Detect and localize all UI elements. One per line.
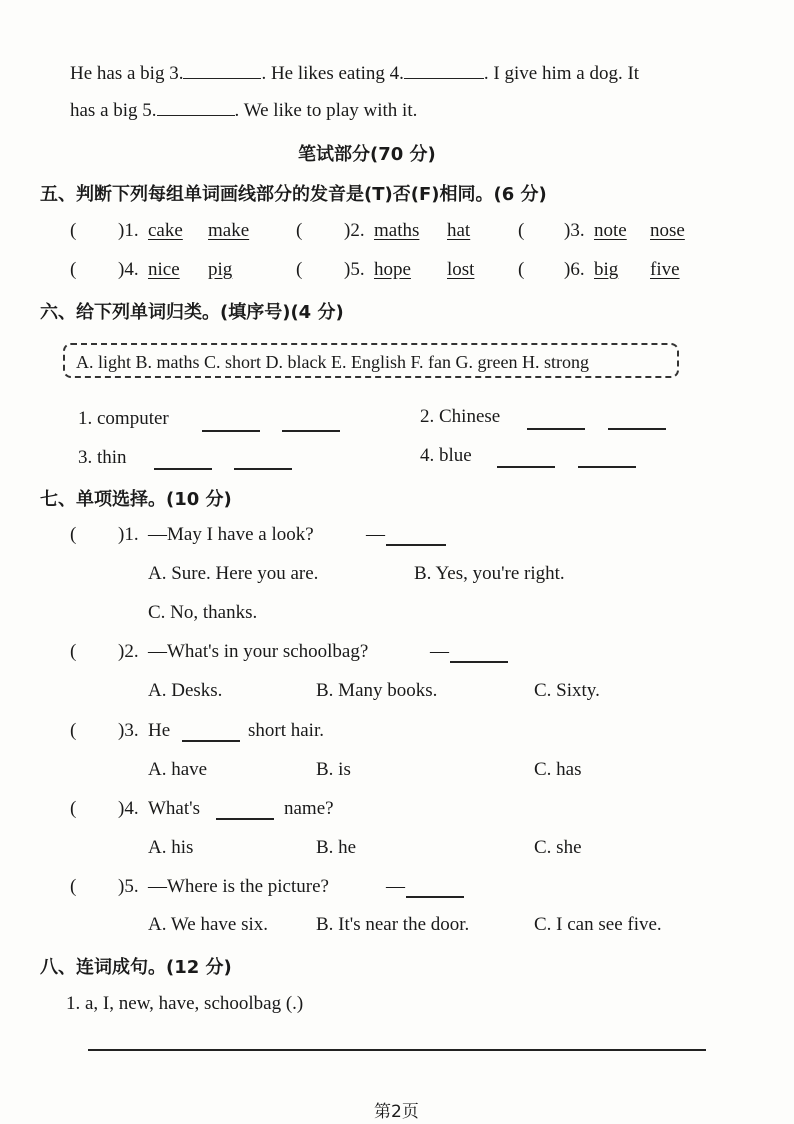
section-8-heading: 八、连词成句。(12 分) xyxy=(40,957,232,978)
answer-blank[interactable] xyxy=(386,544,446,546)
section-6-heading: 六、给下列单词归类。(填序号)(4 分) xyxy=(40,302,344,323)
item-number: )6. xyxy=(564,259,585,280)
answer-blank[interactable] xyxy=(202,430,260,432)
word: nose xyxy=(650,220,685,241)
passage-text: . I give him a dog. It xyxy=(483,63,640,84)
option-c[interactable]: C. I can see five. xyxy=(534,914,662,935)
blank-4[interactable] xyxy=(404,62,484,79)
passage-text: . We like to play with it. xyxy=(234,100,418,121)
open-paren: ( xyxy=(296,220,303,241)
word: nice xyxy=(148,259,180,280)
option-a[interactable]: A. have xyxy=(148,759,208,780)
open-paren: ( xyxy=(70,524,77,545)
answer-blank[interactable] xyxy=(527,428,585,430)
word: lost xyxy=(447,259,475,280)
option-b[interactable]: B. he xyxy=(316,837,357,858)
blank-3[interactable] xyxy=(183,62,261,79)
open-paren: ( xyxy=(70,641,77,662)
option-c[interactable]: C. Sixty. xyxy=(534,680,600,701)
page-number: 第2页 xyxy=(374,1102,419,1122)
word: five xyxy=(650,259,680,280)
answer-blank[interactable] xyxy=(216,818,274,820)
category-computer: 1. computer xyxy=(78,408,169,429)
passage-line-1 xyxy=(70,62,639,85)
answer-line[interactable] xyxy=(88,1049,706,1051)
passage-text: has a big 5. xyxy=(70,100,157,121)
answer-blank[interactable] xyxy=(608,428,666,430)
question-text: name? xyxy=(284,798,334,819)
blank-5[interactable] xyxy=(157,99,235,116)
question-text: He xyxy=(148,720,171,741)
question-number: )4. xyxy=(118,798,139,819)
open-paren: ( xyxy=(70,259,77,280)
passage-text: . He likes eating 4. xyxy=(261,63,404,84)
answer-blank[interactable] xyxy=(154,468,212,470)
option-b[interactable]: B. Yes, you're right. xyxy=(414,563,565,584)
dash: — xyxy=(366,524,385,545)
open-paren: ( xyxy=(518,259,525,280)
item-number: )5. xyxy=(344,259,365,280)
answer-blank[interactable] xyxy=(234,468,292,470)
dash: — xyxy=(386,876,405,897)
question-text: short hair. xyxy=(248,720,324,741)
section-5-heading: 五、判断下列每组单词画线部分的发音是(T)否(F)相同。(6 分) xyxy=(40,184,547,205)
option-a[interactable]: A. his xyxy=(148,837,194,858)
option-a[interactable]: A. Sure. Here you are. xyxy=(148,563,319,584)
word: maths xyxy=(374,220,420,241)
section-7-heading: 七、单项选择。(10 分) xyxy=(40,489,232,510)
option-c[interactable]: C. No, thanks. xyxy=(148,602,258,623)
item-number: )1. xyxy=(118,220,139,241)
option-b[interactable]: B. is xyxy=(316,759,351,780)
open-paren: ( xyxy=(70,798,77,819)
answer-blank[interactable] xyxy=(497,466,555,468)
reorder-question-1: 1. a, I, new, have, schoolbag (.) xyxy=(66,993,304,1014)
section-title: 笔试部分(70 分) xyxy=(298,144,436,165)
dash: — xyxy=(430,641,449,662)
question-text: —What's in your schoolbag? xyxy=(148,641,369,662)
word: note xyxy=(594,220,627,241)
option-c[interactable]: C. has xyxy=(534,759,582,780)
word: hat xyxy=(447,220,471,241)
word-bank: A. light B. maths C. short D. black E. English F. fan G. green H. strong xyxy=(76,352,590,372)
answer-blank[interactable] xyxy=(578,466,636,468)
item-number: )2. xyxy=(344,220,365,241)
question-text: —Where is the picture? xyxy=(148,876,329,897)
answer-blank[interactable] xyxy=(406,896,464,898)
word: cake xyxy=(148,220,183,241)
option-a[interactable]: A. Desks. xyxy=(148,680,223,701)
option-b[interactable]: B. Many books. xyxy=(316,680,438,701)
open-paren: ( xyxy=(70,720,77,741)
passage-text: He has a big 3. xyxy=(70,63,184,84)
category-blue: 4. blue xyxy=(420,445,472,466)
category-thin: 3. thin xyxy=(78,447,127,468)
answer-blank[interactable] xyxy=(450,661,508,663)
word: hope xyxy=(374,259,411,280)
question-text: What's xyxy=(148,798,200,819)
question-text: —May I have a look? xyxy=(148,524,314,545)
option-a[interactable]: A. We have six. xyxy=(148,914,269,935)
question-number: )5. xyxy=(118,876,139,897)
category-chinese: 2. Chinese xyxy=(420,406,501,427)
answer-blank[interactable] xyxy=(182,740,240,742)
option-c[interactable]: C. she xyxy=(534,837,582,858)
word: pig xyxy=(208,259,233,280)
question-number: )3. xyxy=(118,720,139,741)
answer-blank[interactable] xyxy=(282,430,340,432)
passage-line-2 xyxy=(70,99,417,122)
open-paren: ( xyxy=(518,220,525,241)
open-paren: ( xyxy=(70,220,77,241)
open-paren: ( xyxy=(296,259,303,280)
word: big xyxy=(594,259,619,280)
word: make xyxy=(208,220,250,241)
question-number: )1. xyxy=(118,524,139,545)
item-number: )3. xyxy=(564,220,585,241)
question-number: )2. xyxy=(118,641,139,662)
option-b[interactable]: B. It's near the door. xyxy=(316,914,470,935)
item-number: )4. xyxy=(118,259,139,280)
open-paren: ( xyxy=(70,876,77,897)
